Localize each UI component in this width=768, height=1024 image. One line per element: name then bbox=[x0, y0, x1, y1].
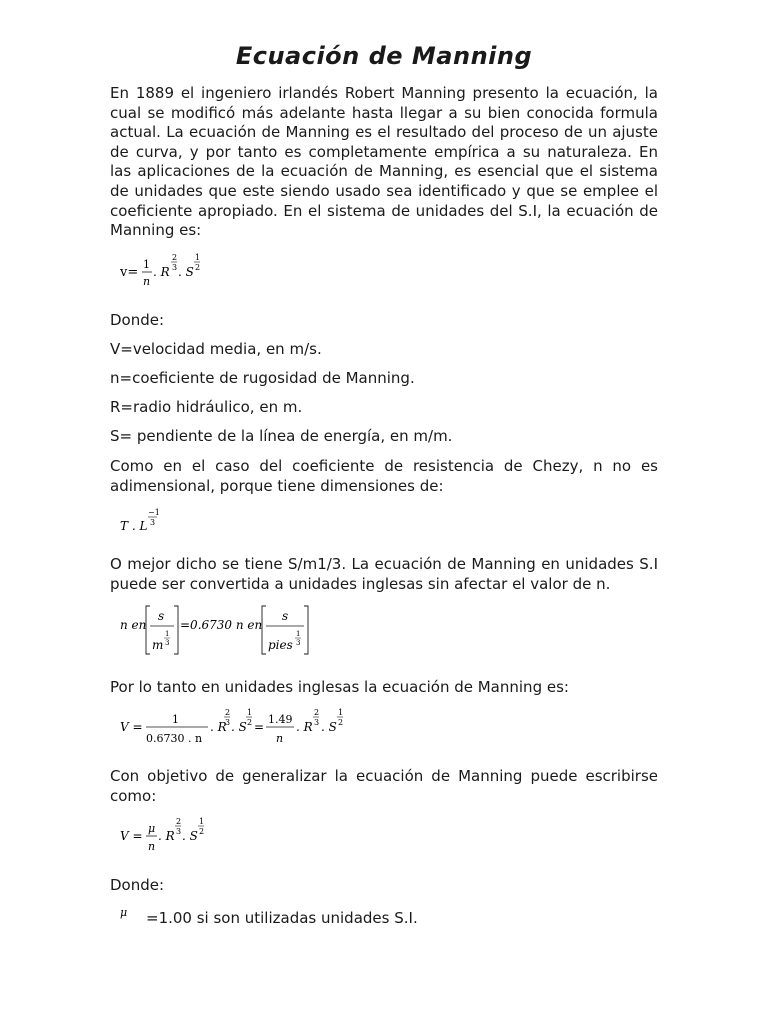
formula-exp-3: 3 bbox=[172, 263, 178, 272]
formula-exp-1: 1 bbox=[195, 253, 201, 262]
mejor-paragraph: O mejor dicho se tiene S/m1/3. La ecuación de Manning en unidades S.I puede ser convertida a unidades inglesas sin afectar el valor de n. bbox=[110, 555, 658, 593]
intro-paragraph: En 1889 el ingeniero irlandés Robert Manning presento la ecuación, la cual se modificó más adelante hasta llegar a su bien conocida formula actual. La ecuación de Manning es el resultado del proceso de un ajuste de curva, y por tanto es completamente empírica a su naturaleza. En las aplicaciones de la ecuación de Manning, es esencial que el sistema de unidades que este siendo usado sea identificado y que se emplee el coeficiente apropiado. En el sistema de unidades del S.I, la ecuación de Manning es: bbox=[110, 84, 658, 240]
definition-v: V=velocidad media, en m/s. bbox=[110, 340, 322, 358]
manning-general-formula bbox=[118, 814, 218, 856]
dimension-formula bbox=[118, 504, 178, 538]
formula-den-m: m bbox=[152, 638, 164, 652]
formula-s-exp-1: 1 bbox=[247, 708, 253, 717]
formula-num-one-b: 1 bbox=[172, 713, 179, 726]
formula-den-0673: 0.6730 . n bbox=[146, 732, 203, 745]
mu-symbol bbox=[118, 904, 134, 920]
formula-dot-r3: . R bbox=[296, 720, 313, 734]
por-tanto-line: Por lo tanto en unidades inglesas la ecuación de Manning es: bbox=[110, 678, 569, 696]
formula-t-dot-l: T . L bbox=[120, 519, 148, 533]
donde-label-2: Donde: bbox=[110, 876, 165, 894]
formula-dot-r: . R bbox=[153, 265, 170, 279]
formula-n-en: n en bbox=[120, 618, 147, 632]
formula-eq-0673: =0.6730 n en bbox=[180, 618, 263, 632]
formula-dot-r4: . R bbox=[158, 829, 175, 843]
unit-conversion-formula bbox=[118, 602, 318, 658]
formula-m-exp-3: 3 bbox=[165, 639, 170, 647]
generalizar-paragraph: Con objetivo de generalizar la ecuación de Manning puede escribirse como: bbox=[110, 767, 658, 805]
formula-s-exp-1c: 1 bbox=[199, 817, 205, 826]
formula-num-s: s bbox=[158, 609, 165, 623]
formula-den-pies: pies bbox=[268, 638, 293, 652]
chezy-paragraph: Como en el caso del coeficiente de resistencia de Chezy, n no es adimensional, porque tiene dimensiones de: bbox=[110, 457, 658, 495]
formula-s-exp-2: 2 bbox=[247, 718, 253, 727]
formula-dot-r2: . R bbox=[210, 720, 227, 734]
definition-s: S= pendiente de la línea de energía, en m/m. bbox=[110, 427, 453, 445]
manning-si-formula bbox=[116, 252, 216, 292]
formula-exp-minus-one: −1 bbox=[148, 508, 160, 517]
formula-s-exp-2b: 2 bbox=[338, 718, 344, 727]
formula-r-exp-3c: 3 bbox=[176, 827, 182, 836]
formula-pies-exp-3: 3 bbox=[296, 639, 301, 647]
formula-dot-s4: . S bbox=[182, 829, 198, 843]
formula-exp-3c: 3 bbox=[150, 518, 156, 527]
mu-glyph: μ bbox=[120, 906, 128, 919]
formula-dot-s: . S bbox=[178, 265, 194, 279]
formula-r-exp-2: 2 bbox=[225, 708, 231, 717]
definition-r: R=radio hidráulico, en m. bbox=[110, 398, 303, 416]
definition-n: n=coeficiente de rugosidad de Manning. bbox=[110, 369, 415, 387]
formula-dot-s3: . S bbox=[321, 720, 337, 734]
formula-dot-s2: . S bbox=[231, 720, 247, 734]
donde-label-1: Donde: bbox=[110, 311, 165, 329]
formula-V-lhs: V = bbox=[120, 720, 143, 734]
formula-num-s2: s bbox=[282, 609, 289, 623]
formula-exp-2: 2 bbox=[172, 253, 178, 262]
formula-den-n: n bbox=[143, 275, 151, 288]
manning-english-formula bbox=[118, 704, 358, 748]
formula-r-exp-2b: 2 bbox=[314, 708, 320, 717]
formula-num-one: 1 bbox=[143, 258, 150, 271]
formula-equals: = bbox=[254, 720, 265, 734]
formula-num-mu: μ bbox=[148, 822, 156, 835]
formula-V-lhs2: V = bbox=[120, 829, 143, 843]
mu-definition: =1.00 si son utilizadas unidades S.I. bbox=[146, 909, 418, 927]
formula-s-exp-1b: 1 bbox=[338, 708, 344, 717]
formula-r-exp-2c: 2 bbox=[176, 817, 182, 826]
formula-num-149: 1.49 bbox=[268, 713, 293, 726]
formula-exp-2b: 2 bbox=[195, 263, 201, 272]
formula-m-exp-1: 1 bbox=[165, 630, 170, 638]
formula-r-exp-3b: 3 bbox=[314, 718, 320, 727]
formula-den-n2: n bbox=[276, 732, 284, 745]
formula-pies-exp-1: 1 bbox=[296, 630, 301, 638]
formula-s-exp-2c: 2 bbox=[199, 827, 205, 836]
formula-r-exp-3: 3 bbox=[225, 718, 231, 727]
formula-v-lhs: v= bbox=[120, 265, 139, 280]
formula-den-n3: n bbox=[148, 840, 156, 853]
page-title: Ecuación de Manning bbox=[235, 42, 533, 70]
